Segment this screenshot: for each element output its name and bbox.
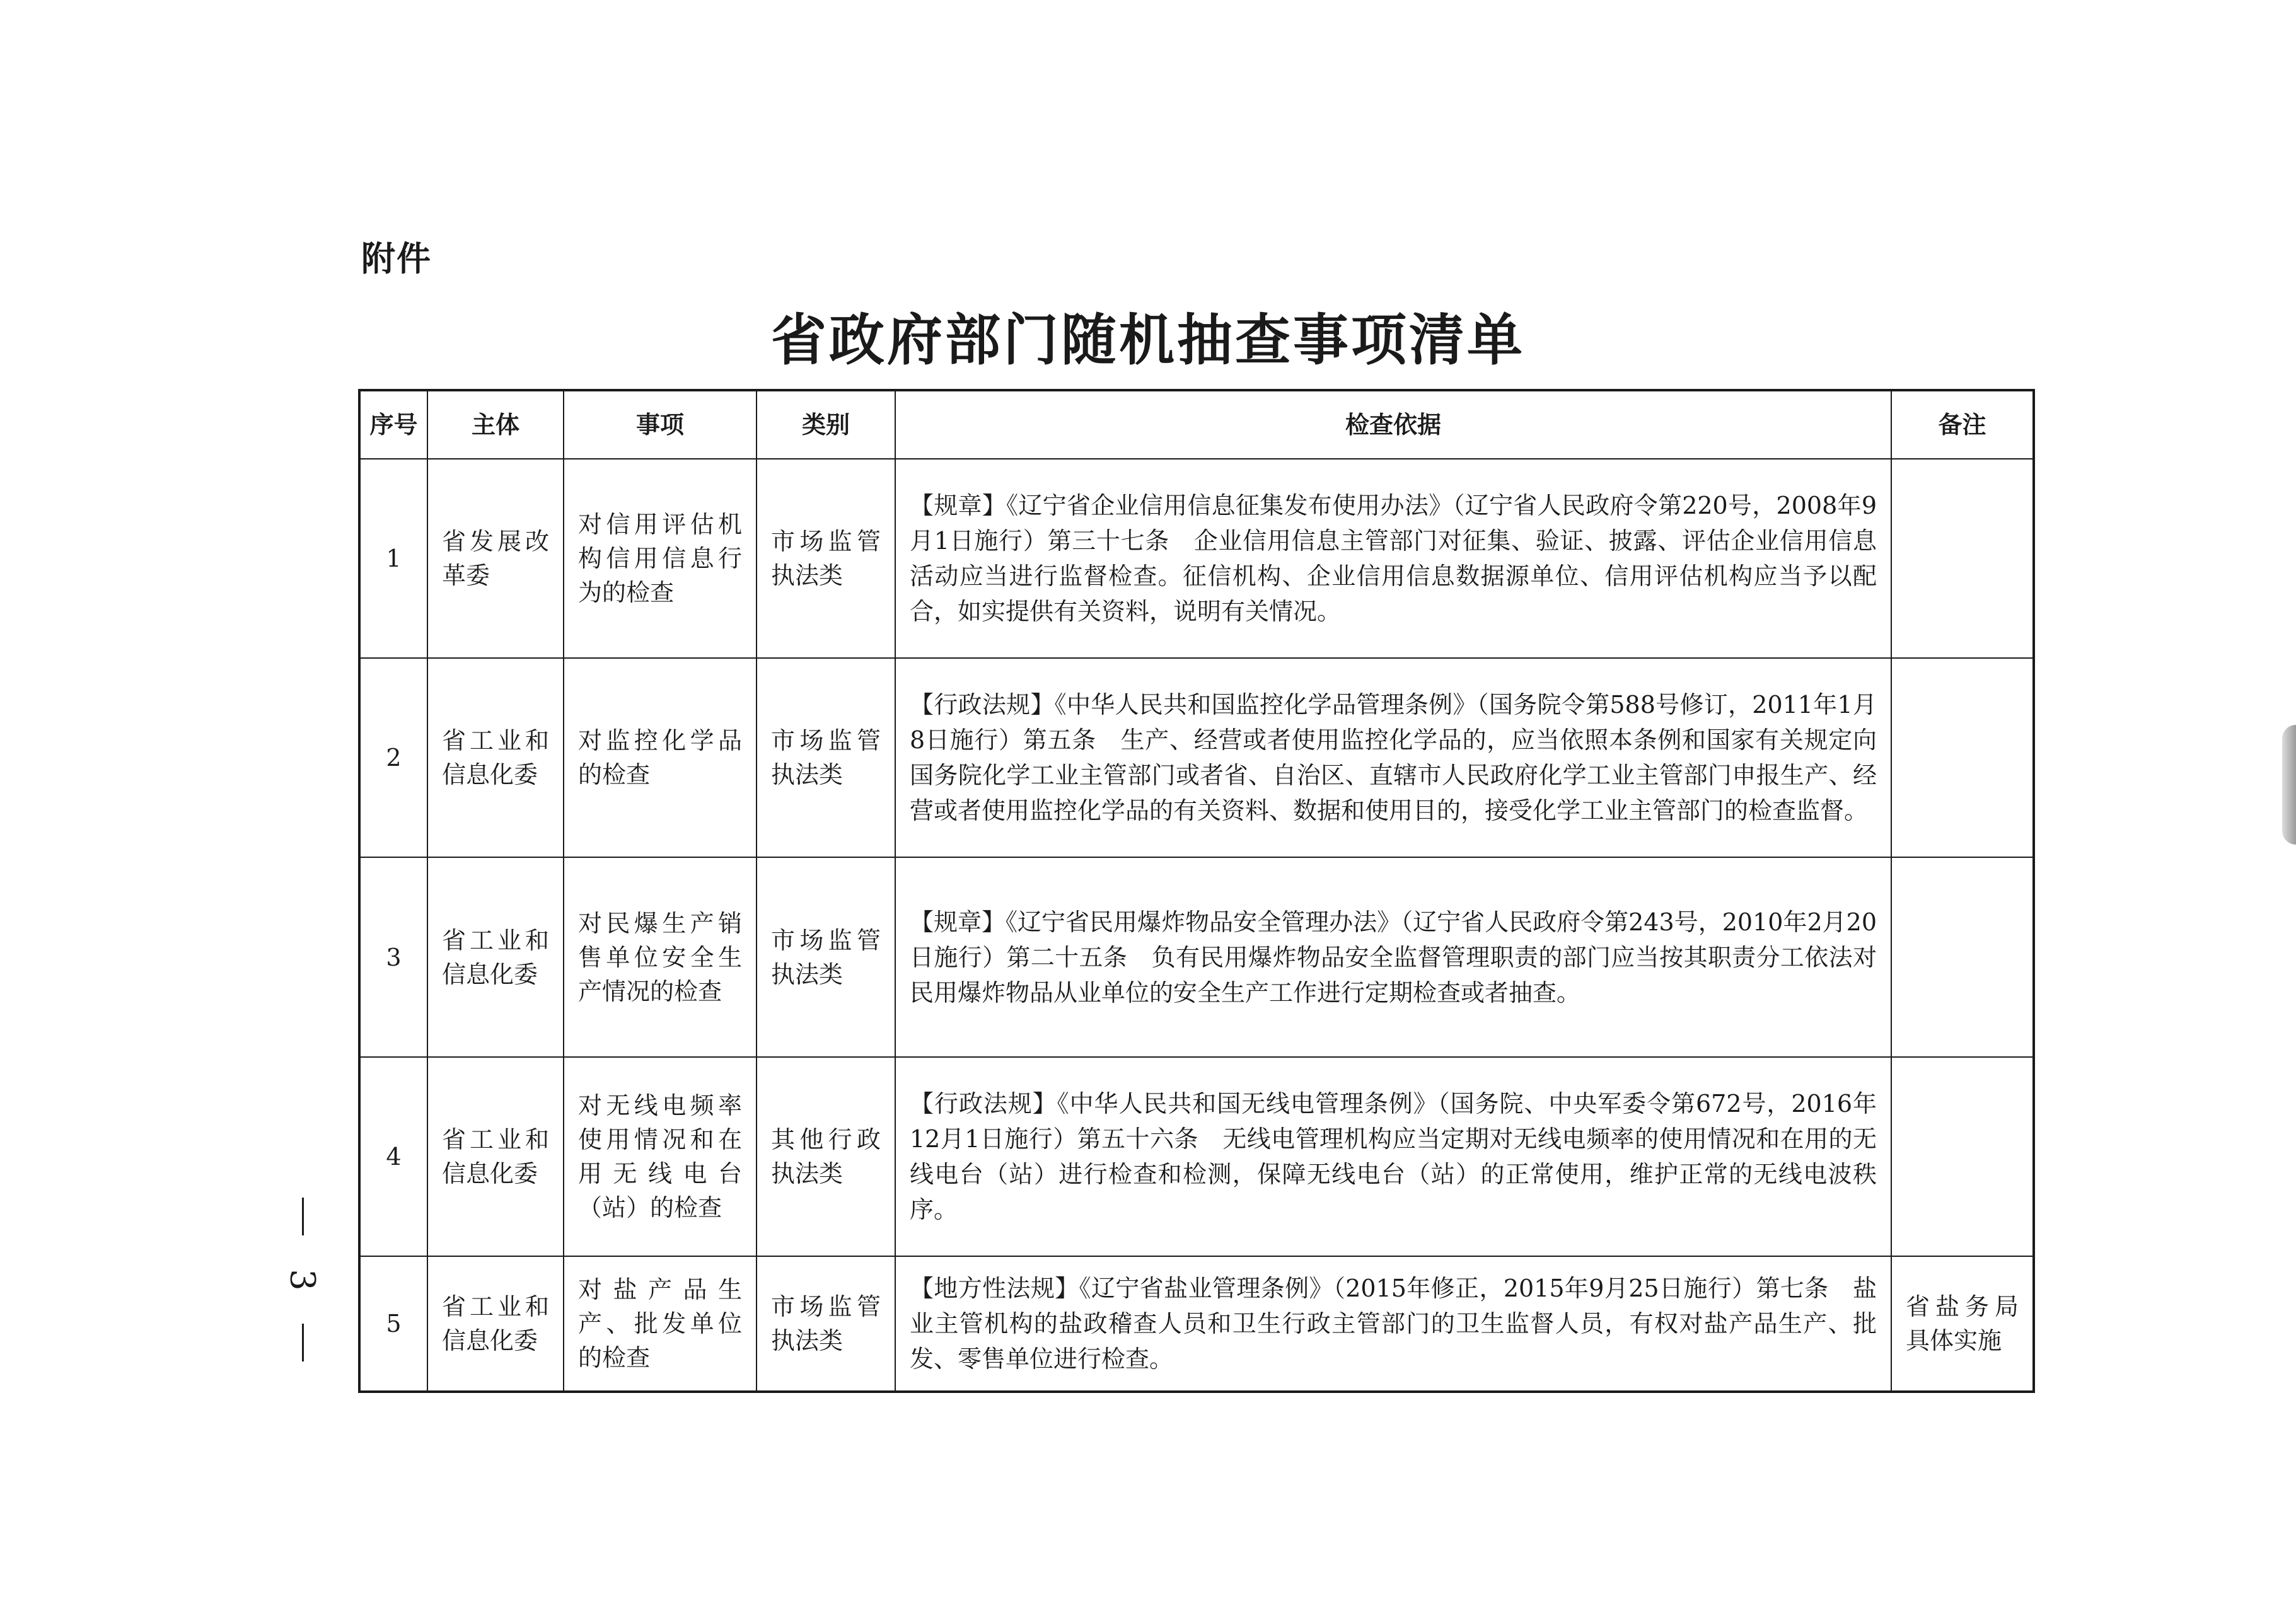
header-item: 事项 bbox=[564, 390, 757, 459]
row-item-text: 对监控化学品的检查 bbox=[578, 727, 742, 789]
document-title: 省政府部门随机抽查事项清单 bbox=[770, 307, 1525, 373]
row-subject bbox=[427, 658, 564, 857]
row-item-text: 对无线电频率使用情况和在用无线电台（站）的检查 bbox=[578, 1091, 742, 1222]
row-subject-text: 省工业和信息化委 bbox=[442, 727, 549, 789]
row-basis-text: 【规章】《辽宁省民用爆炸物品安全管理办法》（辽宁省人民政府令第243号，2010年2月20日施行）第二十五条 负有民用爆炸物品安全监督管理职责的部门应当按其职责分工依法对民用爆炸物品从业单位的安全生产工作进行定期检查或者抽查。 bbox=[910, 908, 1877, 1007]
row-category bbox=[757, 1057, 895, 1256]
row-basis bbox=[895, 658, 1891, 857]
page-number: 3 bbox=[282, 1268, 323, 1291]
table-row bbox=[359, 459, 2034, 658]
row-remark bbox=[1891, 459, 2034, 658]
row-category-text: 市场监管执法类 bbox=[771, 727, 881, 789]
row-category bbox=[757, 459, 895, 658]
header-no: 序号 bbox=[359, 390, 427, 459]
row-subject-text: 省工业和信息化委 bbox=[442, 1292, 549, 1355]
binding-shadow bbox=[2282, 725, 2296, 845]
page-dash-top bbox=[302, 1198, 304, 1235]
row-category bbox=[757, 1256, 895, 1392]
row-category bbox=[757, 857, 895, 1056]
row-category bbox=[757, 658, 895, 857]
header-basis: 检查依据 bbox=[895, 390, 1891, 459]
row-remark bbox=[1891, 1057, 2034, 1256]
attachment-label: 附件 bbox=[361, 239, 432, 279]
row-item bbox=[564, 1057, 757, 1256]
row-no: 2 bbox=[359, 658, 427, 857]
row-basis bbox=[895, 857, 1891, 1056]
row-basis-text: 【行政法规】《中华人民共和国监控化学品管理条例》（国务院令第588号修订，2011年1月8日施行）第五条 生产、经营或者使用监控化学品的，应当依照本条例和国家有关规定向国务院化学工业主管部门或者省、自治区、直辖市人民政府化学工业主管部门申报生产、经营或者使用监控化学品的有关资料、数据和使用目的，接受化学工业主管部门的检查监督。 bbox=[910, 691, 1877, 825]
row-item bbox=[564, 658, 757, 857]
row-basis-text: 【规章】《辽宁省企业信用信息征集发布使用办法》（辽宁省人民政府令第220号，2008年9月1日施行）第三十七条 企业信用信息主管部门对征集、验证、披露、评估企业信用信息活动应当进行监督检查。征信机构、企业信用信息数据源单位、信用评估机构应当予以配合，如实提供有关资料，说明有关情况。 bbox=[910, 492, 1877, 626]
page-dash-bottom bbox=[302, 1324, 304, 1361]
row-remark bbox=[1891, 658, 2034, 857]
row-item bbox=[564, 459, 757, 658]
page-number-marker bbox=[277, 1198, 328, 1361]
row-remark-text: 省盐务局具体实施 bbox=[1906, 1292, 2019, 1355]
row-basis-text: 【地方性法规】《辽宁省盐业管理条例》（2015年修正，2015年9月25日施行）第七条 盐业主管机构的盐政稽查人员和卫生行政主管部门的卫生监督人员，有权对盐产品生产、批发、零售单位进行检查。 bbox=[910, 1274, 1877, 1373]
row-remark bbox=[1891, 1256, 2034, 1392]
row-subject bbox=[427, 857, 564, 1056]
header-category: 类别 bbox=[757, 390, 895, 459]
row-item bbox=[564, 1256, 757, 1392]
row-category-text: 市场监管执法类 bbox=[771, 528, 881, 590]
table-row bbox=[359, 1256, 2034, 1392]
table-header-row bbox=[359, 390, 2034, 459]
table-row bbox=[359, 857, 2034, 1056]
row-basis bbox=[895, 1256, 1891, 1392]
row-no: 4 bbox=[359, 1057, 427, 1256]
row-basis bbox=[895, 459, 1891, 658]
header-remark: 备注 bbox=[1891, 390, 2034, 459]
row-basis bbox=[895, 1057, 1891, 1256]
row-category-text: 市场监管执法类 bbox=[771, 926, 881, 988]
row-subject bbox=[427, 1057, 564, 1256]
row-category-text: 市场监管执法类 bbox=[771, 1292, 881, 1355]
row-subject-text: 省工业和信息化委 bbox=[442, 926, 549, 988]
table-row bbox=[359, 1057, 2034, 1256]
inspection-items-table bbox=[358, 389, 2035, 1393]
row-no: 5 bbox=[359, 1256, 427, 1392]
row-no: 3 bbox=[359, 857, 427, 1056]
row-item bbox=[564, 857, 757, 1056]
row-subject bbox=[427, 459, 564, 658]
row-no: 1 bbox=[359, 459, 427, 658]
row-subject bbox=[427, 1256, 564, 1392]
row-item-text: 对民爆生产销售单位安全生产情况的检查 bbox=[578, 909, 742, 1005]
row-subject-text: 省工业和信息化委 bbox=[442, 1125, 549, 1187]
row-category-text: 其他行政执法类 bbox=[771, 1125, 881, 1187]
row-subject-text: 省发展改革委 bbox=[442, 528, 549, 590]
row-basis-text: 【行政法规】《中华人民共和国无线电管理条例》（国务院、中央军委令第672号，2016年12月1日施行）第五十六条 无线电管理机构应当定期对无线电频率的使用情况和在用的无线电台（站）进行检查和检测，保障无线电台（站）的正常使用，维护正常的无线电波秩序。 bbox=[910, 1089, 1877, 1223]
row-item-text: 对盐产品生产、批发单位的检查 bbox=[578, 1275, 742, 1372]
row-item-text: 对信用评估机构信用信息行为的检查 bbox=[578, 511, 742, 607]
header-subject: 主体 bbox=[427, 390, 564, 459]
row-remark bbox=[1891, 857, 2034, 1056]
table-row bbox=[359, 658, 2034, 857]
